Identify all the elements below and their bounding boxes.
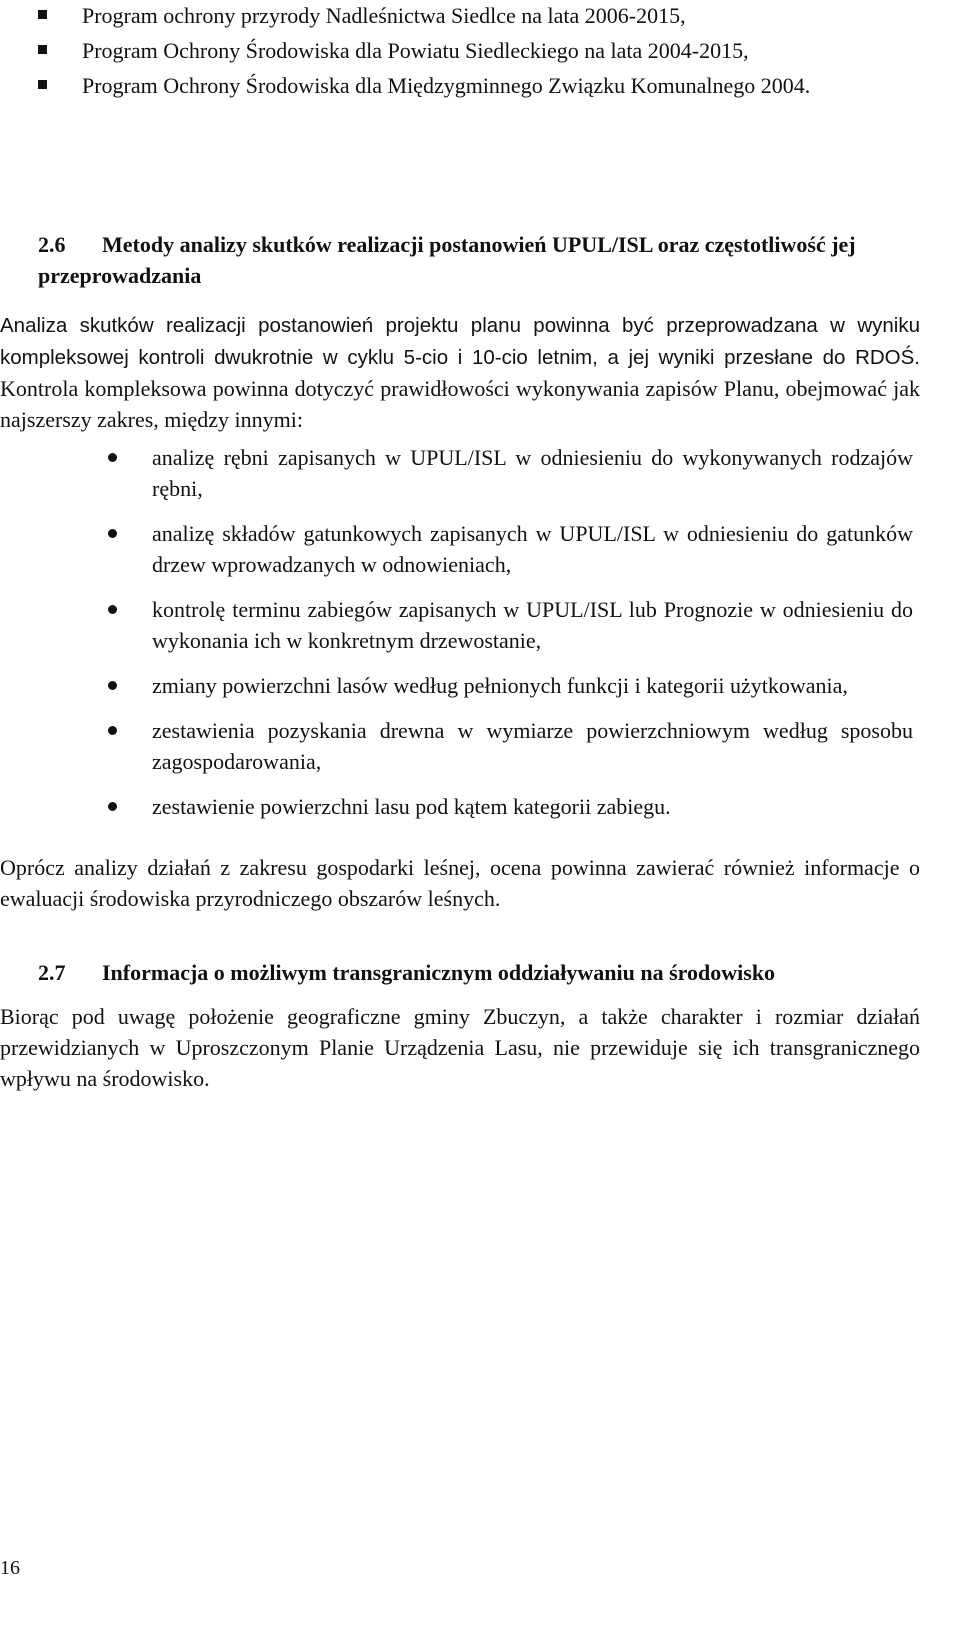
paragraph-text-sans: Analiza skutków realizacji postanowień projektu planu powinna być przeprowadzana w wyniku kompleksowej kontroli dwukrotnie w cyklu 5-cio i 10-cio letnim, a jej wyniki przesłane do RDOŚ. (0, 314, 920, 369)
section-title: Informacja o możliwym transgranicznym oddziaływaniu na środowisko (102, 960, 776, 985)
square-bullet-icon (38, 80, 47, 89)
closing-paragraph: Oprócz analizy działań z zakresu gospodarki leśnej, ocena powinna zawierać również informacje o ewaluacji środowiska przyrodniczego obszarów leśnych. (0, 855, 920, 911)
list-item-text: zestawienia pozyskania drewna w wymiarze powierzchniowym według sposobu zagospodarowania, (152, 718, 913, 774)
square-bullet-icon (38, 45, 47, 54)
paragraph-text-serif: Kontrola kompleksowa powinna dotyczyć prawidłowości wykonywania zapisów Planu, obejmować jak najszerszy zakres, między innymi: (0, 376, 920, 432)
list-item (38, 35, 918, 66)
list-item (108, 442, 913, 504)
list-item (38, 70, 918, 101)
list-item (108, 518, 913, 580)
round-bullet-icon (108, 529, 117, 538)
list-item-text: Program ochrony przyrody Nadleśnictwa Siedlce na lata 2006-2015, (82, 3, 686, 28)
round-bullet-icon (108, 453, 117, 462)
page-number: 16 (0, 1557, 20, 1579)
programs-list (38, 0, 918, 101)
list-item (108, 670, 913, 701)
list-item (38, 0, 918, 31)
list-item-text: kontrolę terminu zabiegów zapisanych w UPUL/ISL lub Prognozie w odniesieniu do wykonania ich w konkretnym drzewostanie, (152, 597, 913, 653)
round-bullet-icon (108, 802, 117, 811)
list-item-text: zestawienie powierzchni lasu pod kątem kategorii zabiegu. (152, 794, 671, 819)
list-item-text: analizę rębni zapisanych w UPUL/ISL w odniesieniu do wykonywanych rodzajów rębni, (152, 445, 913, 501)
list-item (108, 791, 913, 822)
list-item-text: analizę składów gatunkowych zapisanych w UPUL/ISL w odniesieniu do gatunków drzew wprowadzanych w odnowieniach, (152, 521, 913, 577)
list-item (108, 715, 913, 777)
section-heading-2-7 (38, 957, 918, 988)
section-number: 2.7 (38, 960, 66, 985)
section-title: Metody analizy skutków realizacji postanowień UPUL/ISL oraz częstotliwość jej przeprowadzania (38, 232, 856, 288)
round-bullet-icon (108, 605, 117, 614)
control-scope-list (108, 442, 913, 836)
transboundary-paragraph: Biorąc pod uwagę położenie geograficzne gminy Zbuczyn, a także charakter i rozmiar działań przewidzianych w Uproszczonym Planie Urządzenia Lasu, nie przewiduje się ich transgranicznego wpływu na środowisko. (0, 1004, 920, 1091)
section-number: 2.6 (38, 232, 66, 257)
analysis-paragraph (0, 309, 920, 435)
list-item-text: zmiany powierzchni lasów według pełnionych funkcji i kategorii użytkowania, (152, 673, 848, 698)
square-bullet-icon (38, 10, 47, 19)
section-heading-2-6 (38, 229, 918, 291)
list-item-text: Program Ochrony Środowiska dla Międzygminnego Związku Komunalnego 2004. (82, 73, 811, 98)
list-item-text: Program Ochrony Środowiska dla Powiatu Siedleckiego na lata 2004-2015, (82, 38, 749, 63)
list-item (108, 594, 913, 656)
round-bullet-icon (108, 681, 117, 690)
round-bullet-icon (108, 726, 117, 735)
